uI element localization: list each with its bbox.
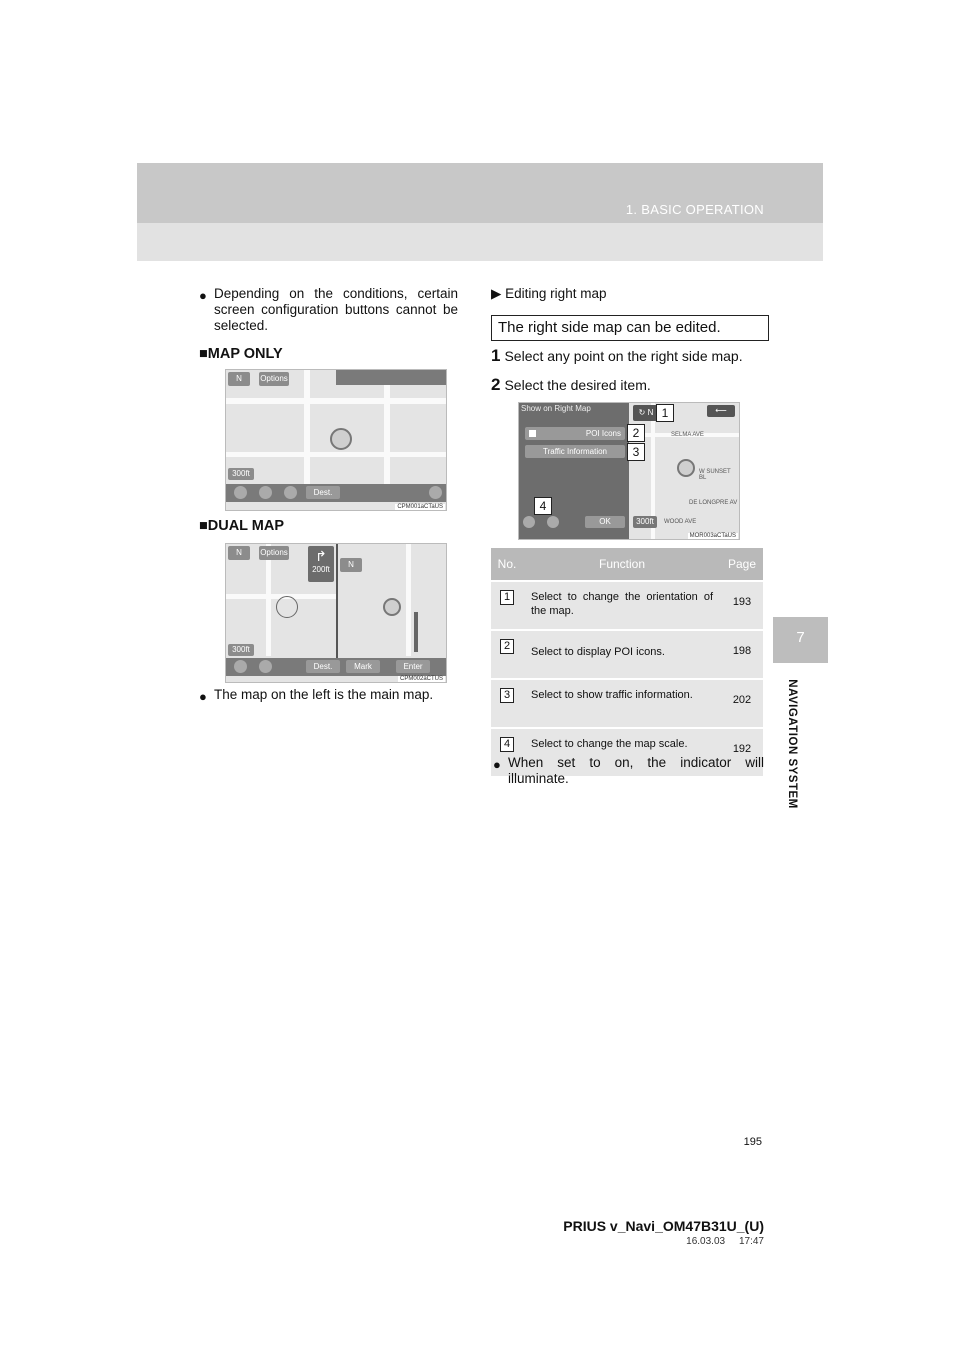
screen-title: Show on Right Map [521,404,591,413]
show-right-map-screenshot [518,402,740,540]
row-page: 202 [721,679,763,728]
row-function: Select to change the orientation of the map. [523,581,721,630]
bullet-icon: ● [493,757,501,772]
dest-button: Dest. [306,660,340,673]
row-function: Select to change the map scale. [523,728,721,776]
header-subband [137,223,823,261]
map-road [226,398,446,404]
step-1 [491,346,743,366]
map-road [384,370,390,485]
step-2-number: 2 [491,375,501,394]
number-badge: 2 [500,639,514,654]
step-1-text: Select any point on the right side map. [504,348,743,364]
map-road [226,452,446,457]
column-header-page: Page [721,548,763,581]
table-header-row [491,548,763,581]
function-table [491,548,763,776]
document-title: PRIUS v_Navi_OM47B31U_(U) [563,1218,764,1234]
zoom-in-icon [523,516,535,528]
map-road [304,370,310,485]
step-1-number: 1 [491,346,501,365]
zoom-out-icon [547,516,559,528]
editing-right-map-text: Editing right map [505,286,607,301]
square-bullet-icon: ■ [199,346,208,362]
dual-map-heading [199,518,284,534]
north-button: N [228,372,250,386]
row-function: Select to show traffic information. [523,679,721,728]
note-indicator: When set to on, the indicator will illuminate. [508,755,764,786]
column-header-no: No. [491,548,523,581]
triangle-bullet-icon: ▶ [491,286,502,301]
number-badge: 1 [500,590,514,605]
chapter-title: NAVIGATION SYSTEM [786,679,798,809]
poi-indicator [529,430,536,437]
note-conditions: Depending on the conditions, certain screen configuration buttons cannot be selected. [214,286,458,333]
car-position-icon [677,459,695,477]
mark-button: Mark [346,660,380,673]
chapter-tab [773,617,828,663]
street-label: W SUNSET BL [699,469,731,481]
route-line [414,612,418,652]
map-only-heading-text: MAP ONLY [207,346,283,362]
number-badge: 4 [500,737,514,752]
status-bar [336,370,446,385]
row-number [491,630,523,679]
dest-button: Dest. [306,486,340,499]
chapter-label [780,672,804,817]
north-button: N [228,546,250,560]
map-only-heading [199,346,283,362]
zoom-in-icon [234,660,247,673]
options-button: Options [259,546,289,560]
info-icon [429,486,442,499]
image-code: CPM002aCTUS [399,676,443,682]
zoom-out-icon [259,486,272,499]
map-road [406,544,411,656]
turn-indicator [308,546,334,582]
zoom-in-icon [234,486,247,499]
back-icon: ⟵ [707,405,735,417]
car-position-icon [330,428,352,450]
dual-map-screenshot [225,543,447,683]
turn-distance: 200ft [312,565,330,574]
bullet-icon: ● [199,689,207,704]
map-road [266,544,271,656]
table-row [491,630,763,679]
traffic-information-button: Traffic Information [525,445,625,458]
image-code: MOR003aCTaUS [689,533,736,539]
callout-1: 1 [656,404,674,422]
callout-3: 3 [627,443,645,461]
scale-indicator: 300ft [633,516,657,528]
ok-button: OK [585,516,625,528]
scale-indicator: 300ft [228,644,254,656]
street-label: WOOD AVE [664,519,697,525]
poi-icons-button: POI Icons [525,427,625,440]
note-main-map: The map on the left is the main map. [214,687,434,702]
chapter-number: 7 [796,629,805,646]
zoom-out-icon [259,660,272,673]
scale-indicator: 300ft [228,468,254,480]
row-page: 193 [721,581,763,630]
enter-button: Enter [396,660,430,673]
callout-2: 2 [627,424,645,442]
bullet-icon: ● [199,288,207,303]
options-button: Options [259,372,289,386]
street-label: DE LONGPRE AV [689,500,738,506]
dual-map-heading-text: DUAL MAP [207,518,285,534]
orientation-button: ↻ N [633,405,659,421]
row-number [491,679,523,728]
compass-icon [284,486,297,499]
image-code: CPM001aCTaUS [397,504,443,510]
row-function: Select to display POI icons. [523,630,721,679]
number-badge: 3 [500,688,514,703]
info-box-title: The right side map can be edited. [491,315,769,341]
column-header-function: Function [523,548,721,581]
row-number [491,581,523,630]
step-2 [491,375,651,395]
map-only-screenshot [225,369,447,511]
step-2-text: Select the desired item. [504,377,651,393]
cursor-crosshair-icon [276,596,298,618]
row-page: 198 [721,630,763,679]
turn-arrow-icon: ↱ [315,548,327,564]
table-row [491,581,763,630]
table-row [491,679,763,728]
right-north-button: N [340,558,362,572]
section-title: 1. BASIC OPERATION [625,202,764,217]
document-timestamp: 16.03.03 17:47 [686,1236,764,1247]
car-position-icon [383,598,401,616]
square-bullet-icon: ■ [199,518,208,534]
page-number: 195 [743,1136,762,1148]
map-divider [336,544,338,662]
street-label: SELMA AVE [671,432,704,438]
callout-4: 4 [534,497,552,515]
editing-right-map-heading [491,286,761,302]
row-page: 192 [721,728,763,776]
